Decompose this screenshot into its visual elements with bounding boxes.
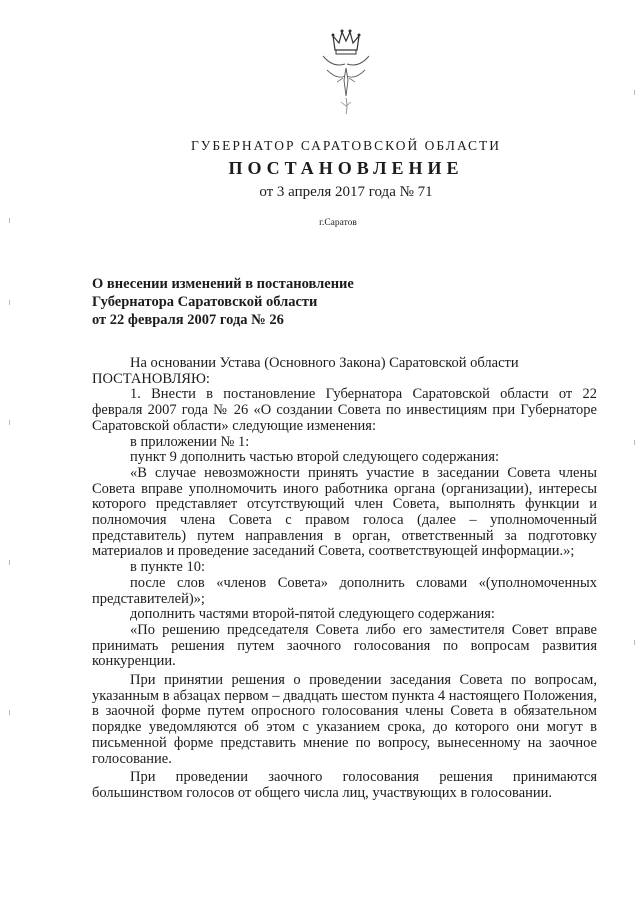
scan-edge-mark [9,710,10,715]
scan-edge-mark [9,560,10,565]
subject-line: О внесении изменений в постановление [92,276,354,292]
coat-of-arms-icon [315,10,377,120]
body-paragraph: 1. Внести в постановление Губернатора Саратовской области от 22 февраля 2007 года № 26 «О создании Совета по инвестициям при Губернаторе Саратовской области» следующие изменения: [92,386,597,434]
body-paragraph: пункт 9 дополнить частью второй следующего содержания: [130,449,500,466]
decree-subject [92,275,354,329]
scan-edge-mark [9,300,10,305]
decree-date-number: от 3 апреля 2017 года № 71 [259,184,433,200]
governor-heading: ГУБЕРНАТОР САРАТОВСКОЙ ОБЛАСТИ [190,138,502,153]
subject-line: от 22 февраля 2007 года № 26 [92,312,284,328]
decree-resolution-word: ПОСТАНОВЛЯЮ: [92,370,210,387]
document-type-title: ПОСТАНОВЛЕНИЕ [228,158,464,178]
body-paragraph: На основании Устава (Основного Закона) Саратовской области [130,355,519,371]
body-paragraph: после слов «членов Совета» дополнить словами «(уполномоченных представителей)»; [92,574,597,607]
scan-edge-mark [9,420,10,425]
subject-line: Губернатора Саратовской области [92,294,318,310]
scan-edge-mark [9,218,10,223]
scan-edge-mark [634,640,635,645]
scan-edge-mark [634,440,635,445]
body-paragraph: При принятии решения о проведении заседания Совета по вопросам, указанным в абзацах первом – двадцать шестом пункта 4 настоящего Положения, в заочной форме путем опросного голосования члены Совета в обязательном порядке уведомляются об этом с указанием срока, до которого они могут в письменной форме представить мнение по вопросу, вынесенному на заочное голосование. [92,672,597,767]
body-paragraph: «В случае невозможности принять участие в заседании Совета члены Совета вправе уполномочить иного работника органа (организации), интересы которого представляет отсутствующий член Совета, выполнять функции и полномочия члена Совета с правом голоса (далее – уполномоченный представитель) путем направления в орган, ответственный за подготовку материалов и проведение заседаний Совета, соответствующей информации.»; [92,464,597,560]
body-paragraph: в пункте 10: [130,559,206,576]
city-label: г.Саратов [319,218,357,228]
body-paragraph: При проведении заочного голосования решения принимаются большинством голосов от общего числа лиц, участвующих в голосовании. [92,769,597,801]
scan-edge-mark [634,90,635,95]
decree-body [92,356,597,802]
body-paragraph: «По решению председателя Совета либо его заместителя Совет вправе принимать решения путем заочного голосования по вопросам развития конкуренции. [92,621,597,670]
body-paragraph: дополнить частями второй-пятой следующего содержания: [130,606,495,623]
body-paragraph: в приложении № 1: [130,433,250,450]
